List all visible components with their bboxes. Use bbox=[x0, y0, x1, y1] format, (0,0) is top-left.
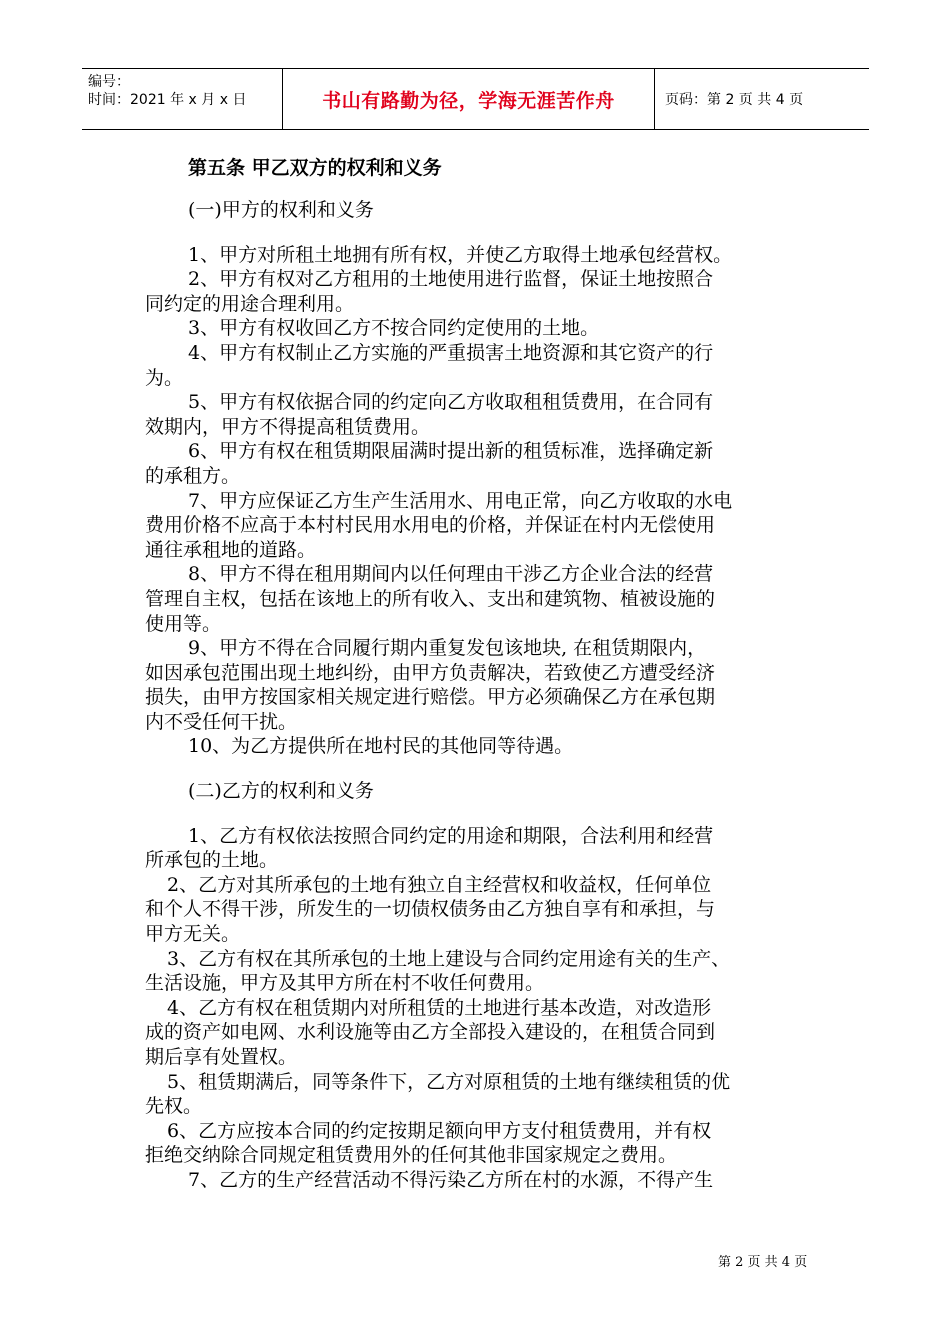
paragraph-line: 6、乙方应按本合同的约定按期足额向甲方支付租赁费用，并有权 bbox=[167, 1119, 712, 1142]
paragraph-line: 5、租赁期满后，同等条件下，乙方对原租赁的土地有继续租赁的优 bbox=[167, 1070, 731, 1093]
paragraph-line: 1、甲方对所租土地拥有所有权，并使乙方取得土地承包经营权。 bbox=[188, 243, 733, 266]
paragraph-line: 7、乙方的生产经营活动不得污染乙方所在村的水源，不得产生 bbox=[188, 1168, 714, 1191]
page-footer: 第 2 页 共 4 页 bbox=[718, 1255, 808, 1270]
paragraph-line: 费用价格不应高于本村村民用水用电的价格，并保证在村内无偿使用 bbox=[145, 514, 716, 537]
header-page-number: 页码：第 2 页 共 4 页 bbox=[665, 92, 804, 108]
paragraph-line: 使用等。 bbox=[145, 612, 222, 635]
paragraph-line: 如因承包范围出现土地纠纷，由甲方负责解决，若致使乙方遭受经济 bbox=[145, 661, 716, 684]
subsection-b-title: (二)乙方的权利和义务 bbox=[188, 780, 374, 803]
paragraph-line: 为。 bbox=[145, 366, 184, 389]
paragraph-line: 效期内，甲方不得提高租赁费用。 bbox=[145, 415, 431, 438]
paragraph-line: 期后享有处置权。 bbox=[145, 1046, 298, 1068]
header-motto: 书山有路勤为径，学海无涯苦作舟 bbox=[322, 89, 615, 112]
doc-number-label: 编号： bbox=[88, 74, 130, 90]
paragraph-line: 4、甲方有权制止乙方实施的严重损害土地资源和其它资产的行 bbox=[188, 341, 714, 364]
paragraph-line: 先权。 bbox=[145, 1095, 203, 1118]
header-motto-cell bbox=[282, 69, 655, 129]
paragraph-line: 管理自主权，包括在该地上的所有收入、支出和建筑物、植被设施的 bbox=[145, 587, 716, 610]
section-title: 第五条 甲乙双方的权利和义务 bbox=[188, 157, 442, 179]
paragraph-line: 1、乙方有权依法按照合同约定的用途和期限，合法利用和经营 bbox=[188, 824, 714, 847]
paragraph-line: 8、甲方不得在租用期间内以任何理由干涉乙方企业合法的经营 bbox=[188, 563, 714, 586]
paragraph-line: 和个人不得干涉，所发生的一切债权债务由乙方独自享有和承担，与 bbox=[145, 898, 716, 921]
paragraph-line: 6、甲方有权在租赁期限届满时提出新的租赁标准，选择确定新 bbox=[188, 440, 714, 463]
paragraph-line: 的承租方。 bbox=[145, 464, 241, 487]
paragraph-line: 损失，由甲方按国家相关规定进行赔偿。甲方必须确保乙方在承包期 bbox=[145, 686, 716, 709]
subsection-a-title: (一)甲方的权利和义务 bbox=[188, 199, 374, 221]
paragraph-line: 同约定的用途合理利用。 bbox=[145, 292, 355, 315]
doc-date-label: 时间：2021 年 x 月 x 日 bbox=[88, 92, 247, 108]
paragraph-line: 2、乙方对其所承包的土地有独立自主经营权和收益权，任何单位 bbox=[167, 873, 712, 896]
paragraph-line: 9、甲方不得在合同履行期内重复发包该地块, 在租赁期限内， bbox=[188, 637, 707, 660]
header-meta bbox=[82, 69, 282, 129]
paragraph-line: 3、乙方有权在其所承包的土地上建设与合同约定用途有关的生产、 bbox=[167, 947, 731, 970]
paragraph-line: 2、甲方有权对乙方租用的土地使用进行监督，保证土地按照合 bbox=[188, 268, 714, 291]
paragraph-line: 4、乙方有权在租赁期内对所租赁的土地进行基本改造，对改造形 bbox=[167, 996, 712, 1019]
paragraph-line: 5、甲方有权依据合同的约定向乙方收取租租赁费用，在合同有 bbox=[188, 391, 714, 414]
page-header bbox=[82, 68, 869, 130]
paragraph-line: 生活设施，甲方及其甲方所在村不收任何费用。 bbox=[145, 972, 545, 995]
header-page-cell bbox=[655, 69, 869, 129]
document-body bbox=[145, 150, 808, 1193]
paragraph-line: 成的资产如电网、水利设施等由乙方全部投入建设的，在租赁合同到 bbox=[145, 1021, 716, 1044]
paragraph-line: 7、甲方应保证乙方生产生活用水、用电正常，向乙方收取的水电 bbox=[188, 489, 733, 512]
paragraph-line: 3、甲方有权收回乙方不按合同约定使用的土地。 bbox=[188, 317, 600, 340]
paragraph-line: 10、为乙方提供所在地村民的其他同等待遇。 bbox=[188, 735, 574, 758]
paragraph-line: 甲方无关。 bbox=[145, 923, 241, 946]
paragraph-line: 所承包的土地。 bbox=[145, 849, 279, 872]
paragraph-line: 拒绝交纳除合同规定租赁费用外的任何其他非国家规定之费用。 bbox=[145, 1144, 678, 1167]
paragraph-line: 内不受任何干扰。 bbox=[145, 710, 298, 733]
paragraph-line: 通往承租地的道路。 bbox=[145, 538, 317, 561]
